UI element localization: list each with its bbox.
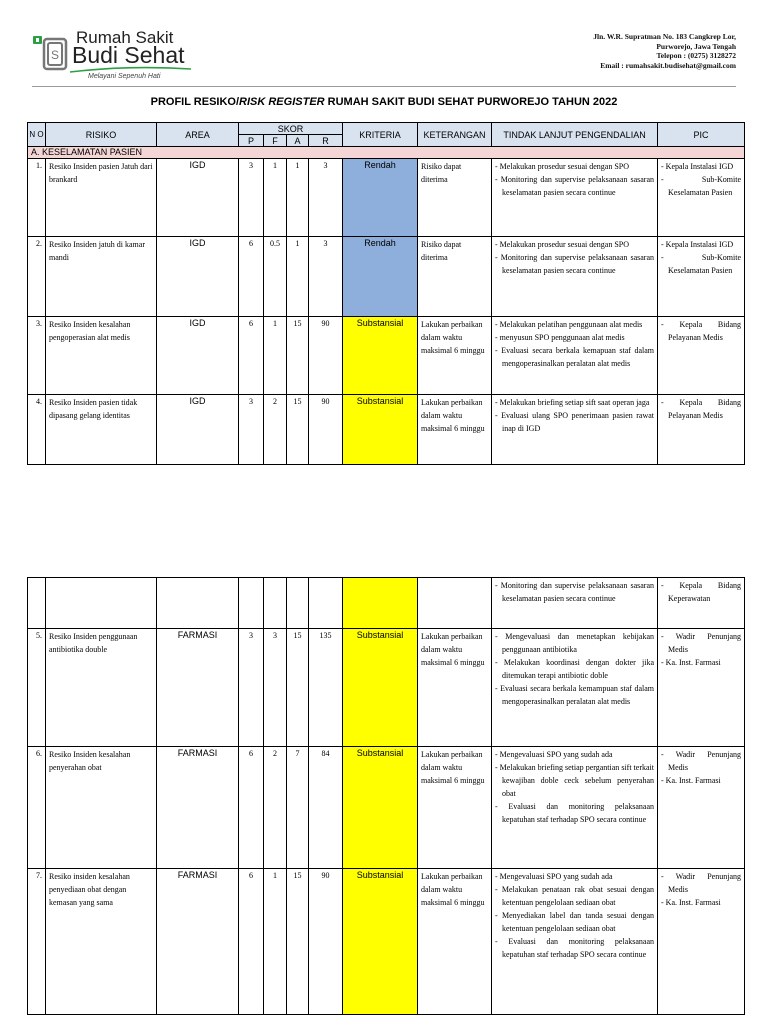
pic-item: - Kepala Instalasi IGD bbox=[661, 162, 734, 171]
risk-number: 5. bbox=[28, 629, 46, 747]
score-r bbox=[309, 578, 343, 629]
col-header-p: P bbox=[239, 135, 264, 147]
risk-area: IGD bbox=[157, 159, 239, 237]
address-line: Purworejo, Jawa Tengah bbox=[656, 41, 736, 51]
risk-remarks: Risiko dapat diterima bbox=[418, 237, 492, 317]
score-r: 3 bbox=[309, 159, 343, 237]
col-header-pic: PIC bbox=[658, 123, 745, 147]
score-p bbox=[239, 578, 264, 629]
pic-item: - Kepala Instalasi IGD bbox=[661, 240, 734, 249]
hospital-address bbox=[593, 32, 736, 70]
score-a bbox=[287, 578, 309, 629]
control-actions bbox=[492, 578, 658, 629]
person-in-charge bbox=[658, 237, 745, 317]
risk-criteria: Substansial bbox=[343, 629, 418, 747]
score-a: 7 bbox=[287, 747, 309, 869]
control-action-item: - Monitoring dan supervise pelaksanaan sasaran keselamatan pasien secara continue bbox=[495, 253, 655, 275]
person-in-charge bbox=[658, 747, 745, 869]
risk-area: IGD bbox=[157, 237, 239, 317]
control-action-item: - Evaluasi dan monitoring pelaksanaan kepatuhan staf terhadap SPO secara continue bbox=[495, 802, 654, 824]
person-in-charge bbox=[658, 317, 745, 395]
score-p: 3 bbox=[239, 629, 264, 747]
control-action-item: - Mengevaluasi SPO yang sudah ada bbox=[495, 872, 613, 881]
person-in-charge bbox=[658, 159, 745, 237]
phone-line: Telepon : (0275) 3128272 bbox=[656, 51, 736, 61]
col-header-a: A bbox=[287, 135, 309, 147]
control-action-item: - Evaluasi ulang SPO penerimaan pasien rawat inap di IGD bbox=[495, 411, 655, 433]
risk-remarks: Lakukan perbaikan dalam waktu maksimal 6 minggu bbox=[418, 629, 492, 747]
header-divider bbox=[32, 86, 736, 87]
col-header-skor: SKOR bbox=[239, 123, 343, 135]
score-f: 2 bbox=[264, 747, 287, 869]
logo-text-budi-sehat: Budi Sehat bbox=[72, 42, 185, 68]
col-header-f: F bbox=[264, 135, 287, 147]
control-actions bbox=[492, 869, 658, 1015]
control-action-item: - Mengevaluasi dan menetapkan kebijakan penggunaan antibiotika bbox=[495, 632, 654, 654]
score-f: 2 bbox=[264, 395, 287, 465]
control-actions bbox=[492, 629, 658, 747]
score-f: 1 bbox=[264, 869, 287, 1015]
score-r: 90 bbox=[309, 869, 343, 1015]
risk-description: Resiko insiden kesalahan penyediaan obat dengan kemasan yang sama bbox=[46, 869, 157, 1015]
control-action-item: - Evaluasi dan monitoring pelaksanaan kepatuhan staf terhadap SPO secara continue bbox=[495, 937, 654, 959]
score-f: 1 bbox=[264, 317, 287, 395]
logo-tagline: Melayani Sepenuh Hati bbox=[88, 73, 161, 80]
risk-area: FARMASI bbox=[157, 629, 239, 747]
pic-item: - Kepala Bidang Pelayanan Medis bbox=[661, 320, 742, 342]
control-actions bbox=[492, 159, 658, 237]
control-action-item: - Monitoring dan supervise pelaksanaan sasaran keselamatan pasien secara continue bbox=[495, 581, 654, 603]
control-actions bbox=[492, 317, 658, 395]
risk-row bbox=[28, 317, 745, 395]
pic-item: - Ka. Inst. Farmasi bbox=[661, 776, 721, 785]
title-italic-part: RISK REGISTER bbox=[239, 96, 325, 108]
pic-item: - Kepala Bidang Pelayanan Medis bbox=[661, 398, 742, 420]
risk-register-table-2 bbox=[27, 577, 745, 1015]
control-action-item: - Monitoring dan supervise pelaksanaan sasaran keselamatan pasien secara continue bbox=[495, 175, 655, 197]
pic-item: - Wadir Penunjang Medis bbox=[661, 750, 741, 772]
risk-row bbox=[28, 578, 745, 629]
person-in-charge bbox=[658, 578, 745, 629]
score-p: 3 bbox=[239, 159, 264, 237]
risk-area: FARMASI bbox=[157, 869, 239, 1015]
risk-area: IGD bbox=[157, 395, 239, 465]
score-a: 15 bbox=[287, 317, 309, 395]
risk-area bbox=[157, 578, 239, 629]
svg-text:S: S bbox=[50, 48, 60, 62]
control-action-item: - Melakukan penataan rak obat sesuai dengan ketentuan pengelolaan sediaan obat bbox=[495, 885, 654, 907]
person-in-charge bbox=[658, 869, 745, 1015]
risk-criteria: Rendah bbox=[343, 237, 418, 317]
score-a: 15 bbox=[287, 869, 309, 1015]
score-r: 135 bbox=[309, 629, 343, 747]
risk-description: Resiko Insiden pasien tidak dipasang gelang identitas bbox=[46, 395, 157, 465]
score-a: 1 bbox=[287, 159, 309, 237]
control-action-item: - Menyediakan label dan tanda sesuai dengan ketentuan pengelolaan sediaan obat bbox=[495, 911, 654, 933]
control-action-item: - Evaluasi secara berkala kemampuan staf dalam mengoperasinalkan peralatan alat medis bbox=[495, 684, 654, 706]
control-action-item: - Melakukan briefing setiap sift saat operan jaga bbox=[495, 398, 650, 407]
col-header-risiko: RISIKO bbox=[46, 123, 157, 147]
risk-number: 1. bbox=[28, 159, 46, 237]
risk-area: IGD bbox=[157, 317, 239, 395]
title-part: RUMAH SAKIT BUDI SEHAT PURWOREJO TAHUN 2022 bbox=[324, 96, 618, 108]
risk-remarks: Risiko dapat diterima bbox=[418, 159, 492, 237]
pic-item: - Ka. Inst. Farmasi bbox=[661, 658, 721, 667]
risk-row bbox=[28, 629, 745, 747]
risk-number bbox=[28, 578, 46, 629]
pic-item: - Wadir Penunjang Medis bbox=[661, 632, 741, 654]
risk-number: 2. bbox=[28, 237, 46, 317]
risk-description: Resiko Insiden penggunaan antibiotika double bbox=[46, 629, 157, 747]
control-actions bbox=[492, 747, 658, 869]
email-line: Email : rumahsakit.budisehat@gmail.com bbox=[600, 60, 736, 70]
logo-text-rumah-sakit: Rumah Sakit bbox=[76, 28, 174, 47]
control-action-item: - Melakukan prosedur sesuai dengan SPO bbox=[495, 162, 629, 171]
score-p: 6 bbox=[239, 237, 264, 317]
control-action-item: - Melakukan koordinasi dengan dokter jika ditemukan terapi antibiotic doble bbox=[495, 658, 654, 680]
risk-register-table-1 bbox=[27, 122, 745, 465]
pic-item: - Sub-Komite Keselamatan Pasien bbox=[661, 253, 742, 275]
control-action-item: - Mengevaluasi SPO yang sudah ada bbox=[495, 750, 613, 759]
score-f: 1 bbox=[264, 159, 287, 237]
risk-description: Resiko Insiden kesalahan pengoperasian alat medis bbox=[46, 317, 157, 395]
person-in-charge bbox=[658, 395, 745, 465]
score-p: 6 bbox=[239, 869, 264, 1015]
score-r: 3 bbox=[309, 237, 343, 317]
risk-row bbox=[28, 869, 745, 1015]
score-p: 6 bbox=[239, 747, 264, 869]
risk-remarks: Lakukan perbaikan dalam waktu maksimal 6 minggu bbox=[418, 395, 492, 465]
risk-row bbox=[28, 159, 745, 237]
score-r: 90 bbox=[309, 317, 343, 395]
address-line: Jln. W.R. Supratman No. 183 Cangkrep Lor, bbox=[593, 32, 736, 41]
section-keselamatan-pasien: A. KESELAMATAN PASIEN bbox=[28, 147, 745, 159]
risk-criteria: Substansial bbox=[343, 747, 418, 869]
score-f: 0.5 bbox=[264, 237, 287, 317]
risk-number: 3. bbox=[28, 317, 46, 395]
control-action-item: - menyusun SPO penggunaan alat medis bbox=[495, 333, 625, 342]
document-title bbox=[0, 96, 768, 108]
pic-item: - Sub-Komite Keselamatan Pasien bbox=[661, 175, 742, 197]
risk-area: FARMASI bbox=[157, 747, 239, 869]
title-part: PROFIL RESIKO/ bbox=[150, 96, 240, 108]
col-header-keterangan: KETERANGAN bbox=[418, 123, 492, 147]
risk-description: Resiko Insiden jatuh di kamar mandi bbox=[46, 237, 157, 317]
risk-number: 6. bbox=[28, 747, 46, 869]
risk-row bbox=[28, 395, 745, 465]
risk-remarks: Lakukan perbaikan dalam waktu maksimal 6 minggu bbox=[418, 869, 492, 1015]
risk-description: Resiko Insiden pasien Jatuh dari brankard bbox=[46, 159, 157, 237]
risk-number: 7. bbox=[28, 869, 46, 1015]
risk-criteria: Substansial bbox=[343, 317, 418, 395]
pic-item: - Wadir Penunjang Medis bbox=[661, 872, 741, 894]
score-p: 6 bbox=[239, 317, 264, 395]
risk-number: 4. bbox=[28, 395, 46, 465]
risk-remarks: Lakukan perbaikan dalam waktu maksimal 6 minggu bbox=[418, 317, 492, 395]
risk-criteria bbox=[343, 578, 418, 629]
person-in-charge bbox=[658, 629, 745, 747]
control-action-item: - Evaluasi secara berkala kemapuan staf dalam mengoperasinalkan peralatan alat medis bbox=[495, 346, 655, 368]
score-a: 1 bbox=[287, 237, 309, 317]
risk-row bbox=[28, 237, 745, 317]
score-f bbox=[264, 578, 287, 629]
col-header-no: N O bbox=[28, 123, 46, 147]
control-action-item: - Melakukan prosedur sesuai dengan SPO bbox=[495, 240, 629, 249]
risk-remarks bbox=[418, 578, 492, 629]
col-header-tindak-lanjut: TINDAK LANJUT PENGENDALIAN bbox=[492, 123, 658, 147]
risk-row bbox=[28, 747, 745, 869]
control-action-item: - Melakukan pelatihan penggunaan alat medis bbox=[495, 320, 643, 329]
score-r: 90 bbox=[309, 395, 343, 465]
col-header-r: R bbox=[309, 135, 343, 147]
score-f: 3 bbox=[264, 629, 287, 747]
score-a: 15 bbox=[287, 629, 309, 747]
control-action-item: - Melakukan briefing setiap pergantian sift terkait kewajiban doble ceck sebelum penyerahan obat bbox=[495, 763, 654, 798]
pic-item: - Kepala Bidang Keperawatan bbox=[661, 581, 741, 603]
hospital-logo-icon bbox=[32, 33, 70, 73]
score-r: 84 bbox=[309, 747, 343, 869]
risk-description bbox=[46, 578, 157, 629]
col-header-kriteria: KRITERIA bbox=[343, 123, 418, 147]
score-p: 3 bbox=[239, 395, 264, 465]
risk-criteria: Substansial bbox=[343, 395, 418, 465]
col-header-area: AREA bbox=[157, 123, 239, 147]
score-a: 15 bbox=[287, 395, 309, 465]
risk-criteria: Substansial bbox=[343, 869, 418, 1015]
risk-remarks: Lakukan perbaikan dalam waktu maksimal 6 minggu bbox=[418, 747, 492, 869]
risk-description: Resiko Insiden kesalahan penyerahan obat bbox=[46, 747, 157, 869]
control-actions bbox=[492, 237, 658, 317]
control-actions bbox=[492, 395, 658, 465]
risk-criteria: Rendah bbox=[343, 159, 418, 237]
pic-item: - Ka. Inst. Farmasi bbox=[661, 898, 721, 907]
